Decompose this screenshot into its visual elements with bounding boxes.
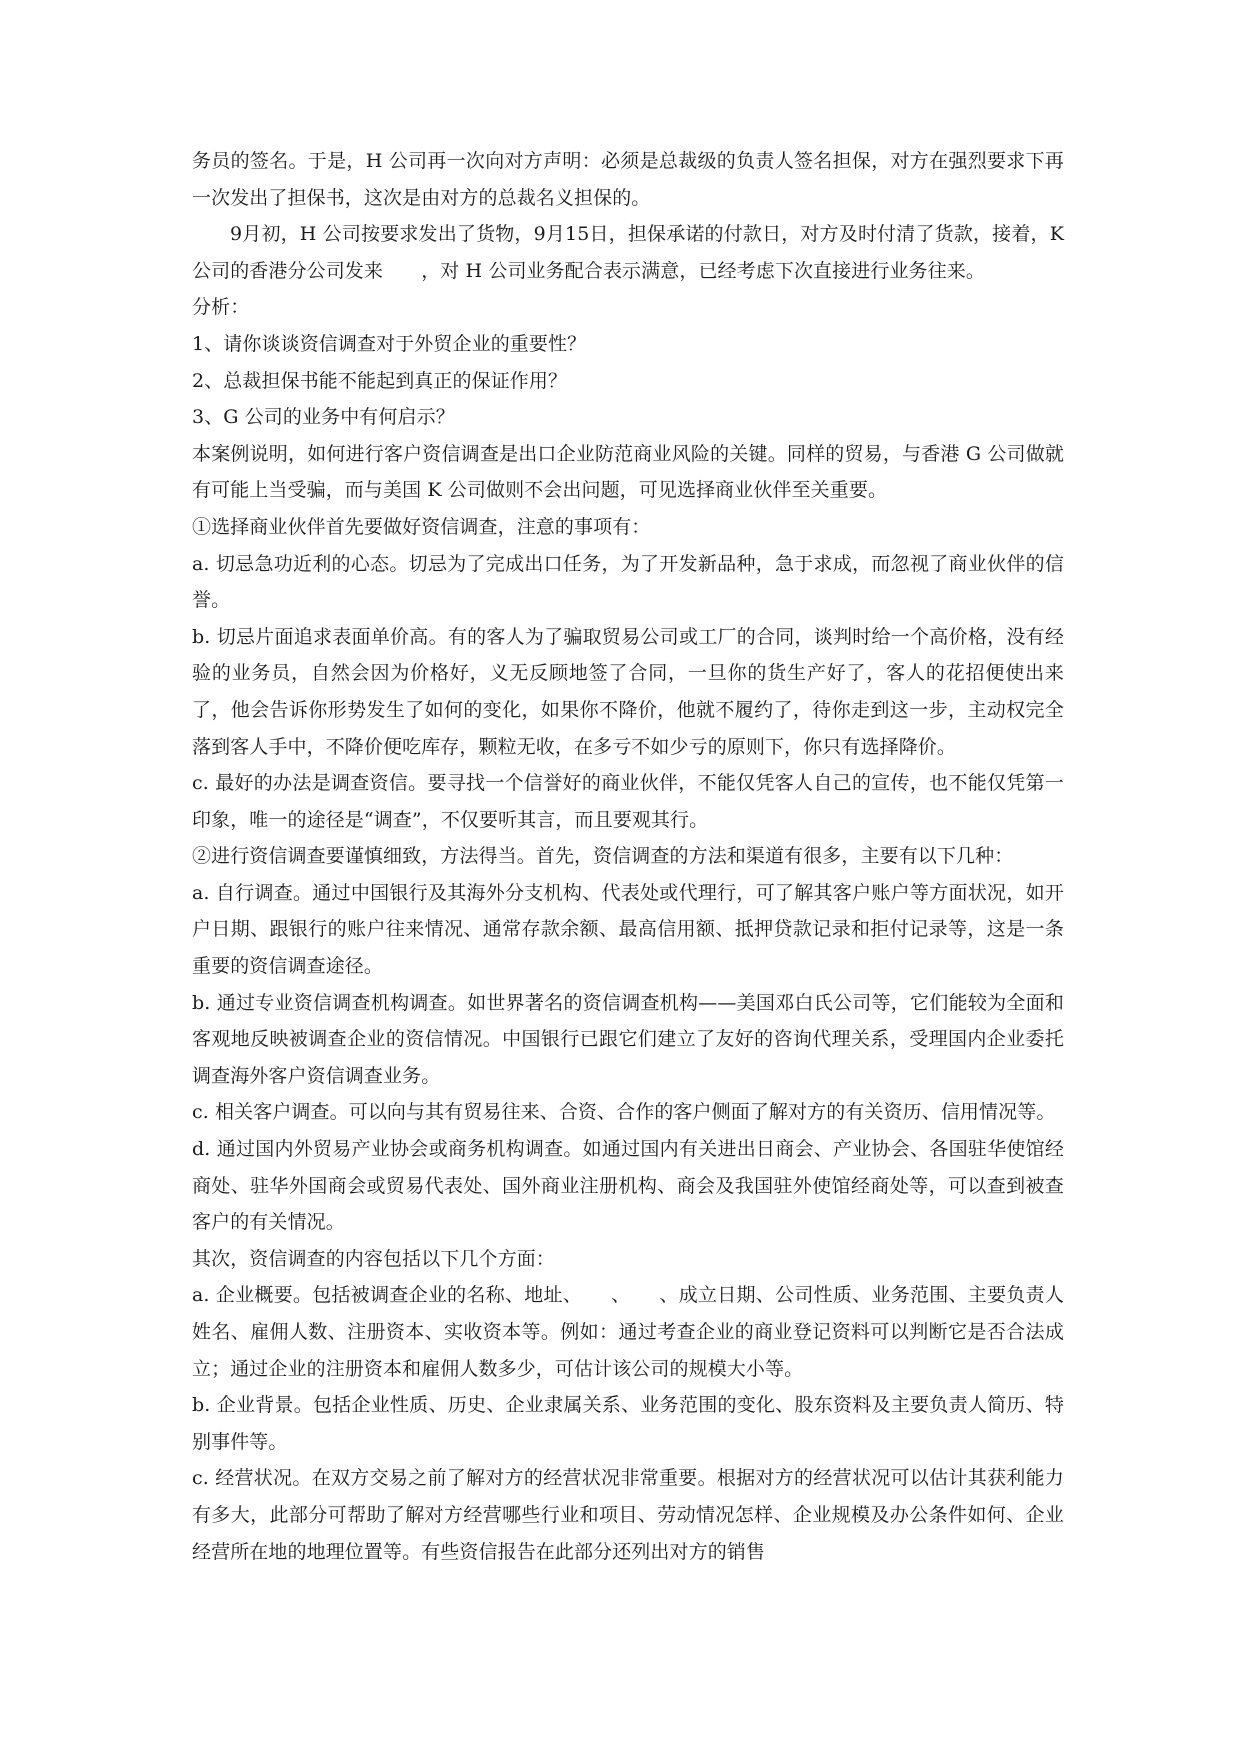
list-item: c. 经营状况。在双方交易之前了解对方的经营状况非常重要。根据对方的经营状况可以估计其获利能力有多大，此部分可帮助了解对方经营哪些行业和项目、劳动情况怎样、企业规模及办公条件如何、企业经营所在地的地理位置等。有些资信报告在此部分还列出对方的销售 [192, 1467, 1064, 1563]
question-item: 2、总裁担保书能不能起到真正的保证作用？ [192, 369, 568, 392]
paragraph: 务员的签名。于是，H 公司再一次向对方声明：必须是总裁级的负责人签名担保，对方在强烈要求下再一次发出了担保书，这次是由对方的总裁名义担保的。 [192, 150, 1064, 209]
question-item: 3、G 公司的业务中有何启示？ [192, 406, 455, 429]
document-page [192, 143, 1064, 1570]
list-item: b. 通过专业资信调查机构调查。如世界著名的资信调查机构——美国邓白氏公司等，它们能较为全面和客观地反映被调查企业的资信情况。中国银行已跟它们建立了友好的咨询代理关系，受理国内企业委托调查海外客户资信调查业务。 [192, 991, 1064, 1087]
list-item: b. 企业背景。包括企业性质、历史、企业隶属关系、业务范围的变化、股东资料及主要负责人简历、特别事件等。 [192, 1394, 1064, 1453]
question-item: 1、请你谈谈资信调查对于外贸企业的重要性？ [192, 332, 587, 355]
list-item: d. 通过国内外贸易产业协会或商务机构调查。如通过国内有关进出日商会、产业协会、各国驻华使馆经商处、驻华外国商会或贸易代表处、国外商业注册机构、商会及我国驻外使馆经商处等，可以查到被查客户的有关情况。 [192, 1138, 1064, 1234]
paragraph: ①选择商业伙伴首先要做好资信调查，注意的事项有： [192, 515, 651, 538]
paragraph: 其次，资信调查的内容包括以下几个方面： [192, 1247, 555, 1270]
paragraph: 本案例说明，如何进行客户资信调查是出口企业防范商业风险的关键。同样的贸易，与香港 G 公司做就有可能上当受骗，而与美国 K 公司做则不会出问题，可见选择商业伙伴至关重要。 [192, 442, 1064, 502]
list-item: a. 自行调查。通过中国银行及其海外分支机构、代表处或代理行，可了解其客户账户等方面状况，如开户日期、跟银行的账户往来情况、通常存款余额、最高信用额、抵押贷款记录和拒付记录等，这是一条重要的资信调查途径。 [192, 881, 1064, 978]
list-item: a. 企业概要。包括被调查企业的名称、地址、 、 、成立日期、公司性质、业务范围、主要负责人姓名、雇佣人数、注册资本、实收资本等。例如：通过考查企业的商业登记资料可以判断它是否合法成立；通过企业的注册资本和雇佣人数多少，可估计该公司的规模大小等。 [192, 1284, 1064, 1380]
paragraph: 9月初，H 公司按要求发出了货物，9月15日，担保承诺的付款日，对方及时付清了货款，接着，K 公司的香港分公司发来 ，对 H 公司业务配合表示满意，已经考虑下次直接进行业务往来。 [192, 223, 1064, 282]
list-item: b. 切忌片面追求表面单价高。有的客人为了骗取贸易公司或工厂的合同，谈判时给一个高价格，没有经验的业务员，自然会因为价格好，义无反顾地签了合同，一旦你的货生产好了，客人的花招便使出来了，他会告诉你形势发生了如何的变化，如果你不降价，他就不履约了，待你走到这一步，主动权完全落到客人手中，不降价便吃库存，颗粒无收，在多亏不如少亏的原则下，你只有选择降价。 [192, 625, 1064, 758]
list-item: c. 最好的办法是调查资信。要寻找一个信誉好的商业伙伴，不能仅凭客人自己的宣传，也不能仅凭第一印象，唯一的途径是“调查”，不仅要听其言，而且要观其行。 [192, 772, 1064, 831]
paragraph: ②进行资信调查要谨慎细致，方法得当。首先，资信调查的方法和渠道有很多，主要有以下几种： [192, 845, 1014, 868]
list-item: a. 切忌急功近利的心态。切忌为了完成出口任务，为了开发新品种，急于求成，而忽视了商业伙伴的信誉。 [192, 552, 1064, 612]
list-item: c. 相关客户调查。可以向与其有贸易往来、合资、合作的客户侧面了解对方的有关资历、信用情况等。 [192, 1101, 1056, 1124]
section-heading: 分析： [192, 296, 250, 319]
